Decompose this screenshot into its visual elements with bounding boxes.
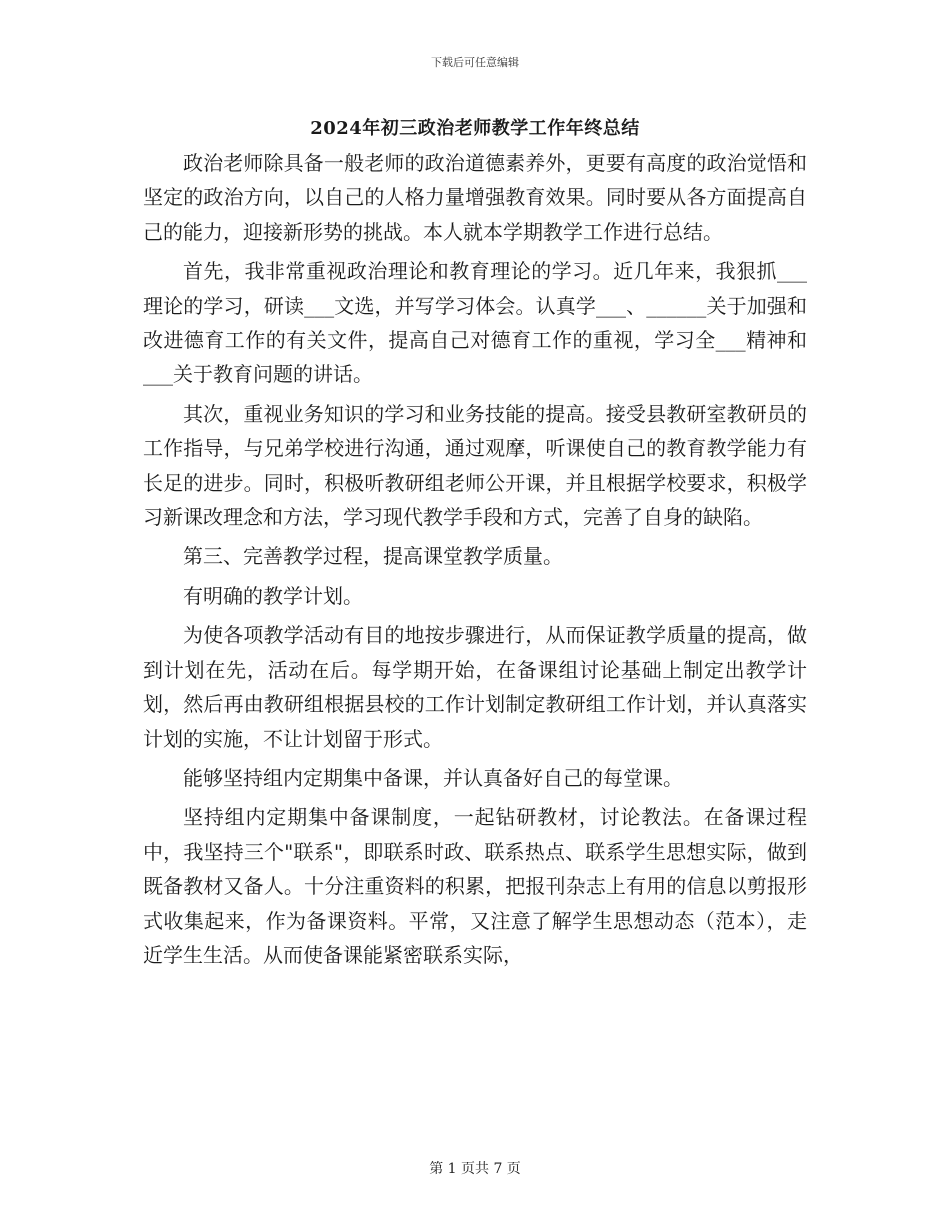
paragraph: 能够坚持组内定期集中备课，并认真备好自己的每堂课。 xyxy=(183,765,683,790)
paragraph: 坚持组内定期集中备课制度，一起钻研教材，讨论教法。在备课过程中，我坚持三个"联系"，即联系时政、联系热点、联系学生思想实际，做到既备教材又备人。十分注重资料的积累，把报刊杂志上有用的信息以剪报形式收集起来，作为备课资料。平常，又注意了解学生思想动态（范本），走近学生生活。从而使备课能紧密联系实际， xyxy=(143,805,807,967)
paragraph: 其次，重视业务知识的学习和业务技能的提高。接受县教研室教研员的工作指导，与兄弟学校进行沟通，通过观摩，听课使自己的教育教学能力有长足的进步。同时，积极听教研组老师公开课，并且根据学校要求，积极学习新课改理念和方法，学习现代教学手段和方式，完善了自身的缺陷。 xyxy=(143,401,807,530)
document-title: 2024年初三政治老师教学工作年终总结 xyxy=(310,118,640,139)
header-note: 下载后可任意编辑 xyxy=(431,56,519,69)
document-body xyxy=(143,146,807,977)
paragraph: 首先，我非常重视政治理论和教育理论的学习。近几年来，我狠抓___理论的学习，研读___文选，并写学习体会。认真学___、______关于加强和改进德育工作的有关文件，提高自己对德育工作的重视，学习全___精神和___关于教育问题的讲话。 xyxy=(143,259,807,387)
paragraph: 政治老师除具备一般老师的政治道德素养外，更要有高度的政治觉悟和坚定的政治方向，以自己的人格力量增强教育效果。同时要从各方面提高自己的能力，迎接新形势的挑战。本人就本学期教学工作进行总结。 xyxy=(143,151,807,244)
paragraph: 有明确的教学计划。 xyxy=(183,583,363,608)
paragraph: 第三、完善教学过程，提高课堂教学质量。 xyxy=(183,544,563,569)
paragraph: 为使各项教学活动有目的地按步骤进行，从而保证教学质量的提高，做到计划在先，活动在后。每学期开始，在备课组讨论基础上制定出教学计划，然后再由教研组根据县校的工作计划制定教研组工作计划，并认真落实计划的实施，不让计划留于形式。 xyxy=(143,623,807,751)
page-footer: 第 1 页共 7 页 xyxy=(429,1161,521,1177)
